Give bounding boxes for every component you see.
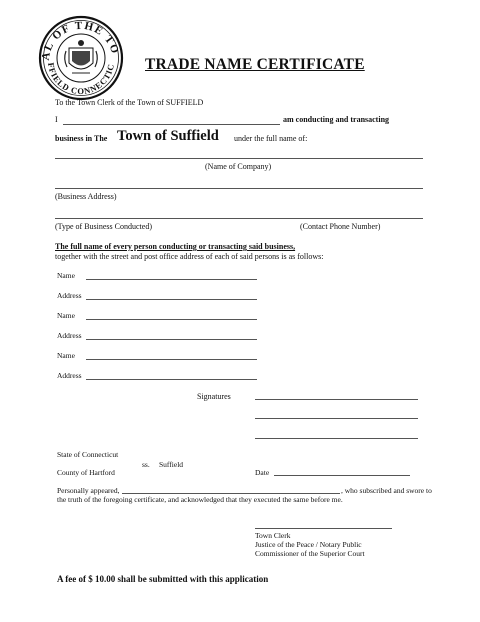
official-title: Justice of the Peace / Notary Public xyxy=(255,540,362,549)
addressee-line: To the Town Clerk of the Town of SUFFIELD xyxy=(55,98,204,107)
signature-line[interactable] xyxy=(255,399,418,400)
ss-town: Suffield xyxy=(159,460,184,469)
person-address-line[interactable] xyxy=(86,299,257,300)
business-address-line[interactable] xyxy=(55,188,423,189)
signature-line[interactable] xyxy=(255,418,418,419)
intro-full-name: under the full name of: xyxy=(234,134,308,143)
intro-business-in: business in The xyxy=(55,134,108,143)
who-subscribed-text: , who subscribed and swore to xyxy=(341,486,432,495)
signature-line[interactable] xyxy=(255,438,418,439)
official-signature-line[interactable] xyxy=(255,528,392,529)
seal-top-text: AL OF THE TO xyxy=(39,19,122,62)
person-name-label: Name xyxy=(57,351,75,360)
official-title: Commissioner of the Superior Court xyxy=(255,549,365,558)
ss-label: ss. xyxy=(142,460,150,469)
persons-subheading: together with the street and post office address of each of said persons is as follows: xyxy=(55,252,324,261)
intro-i: I xyxy=(55,115,58,124)
page-title: TRADE NAME CERTIFICATE xyxy=(145,56,365,73)
business-type-line[interactable] xyxy=(55,218,423,219)
appeared-name-line[interactable] xyxy=(122,493,340,494)
personally-appeared-label: Personally appeared, xyxy=(57,486,120,495)
company-name-caption: (Name of Company) xyxy=(205,162,272,171)
person-address-label: Address xyxy=(57,291,82,300)
person-address-line[interactable] xyxy=(86,339,257,340)
seal-bottom-text: FFIELD CONNECTIC xyxy=(45,61,116,97)
truth-statement: the truth of the foregoing certificate, and acknowledged that they executed the same before me. xyxy=(57,495,343,504)
person-name-line[interactable] xyxy=(86,319,257,320)
company-name-line[interactable] xyxy=(55,158,423,159)
contact-phone-caption: (Contact Phone Number) xyxy=(300,222,381,231)
state-label: State of Connecticut xyxy=(57,450,119,459)
person-name-label: Name xyxy=(57,271,75,280)
intro-conducting: am conducting and transacting xyxy=(283,115,390,124)
person-name-line[interactable] xyxy=(86,279,257,280)
town-name: Town of Suffield xyxy=(117,128,219,144)
person-address-line[interactable] xyxy=(86,379,257,380)
date-line[interactable] xyxy=(274,475,410,476)
applicant-name-line[interactable] xyxy=(63,124,280,125)
person-name-label: Name xyxy=(57,311,75,320)
business-address-caption: (Business Address) xyxy=(55,192,117,201)
person-address-label: Address xyxy=(57,331,82,340)
person-address-label: Address xyxy=(57,371,82,380)
official-title: Town Clerk xyxy=(255,531,291,540)
fee-notice: A fee of $ 10.00 shall be submitted with this application xyxy=(57,574,269,584)
signatures-label: Signatures xyxy=(197,392,231,401)
town-seal xyxy=(36,15,126,101)
person-name-line[interactable] xyxy=(86,359,257,360)
business-type-caption: (Type of Business Conducted) xyxy=(55,222,152,231)
persons-heading: The full name of every person conducting or transacting said business, xyxy=(55,242,296,251)
county-label: County of Hartford xyxy=(57,468,115,477)
date-label: Date xyxy=(255,468,270,477)
